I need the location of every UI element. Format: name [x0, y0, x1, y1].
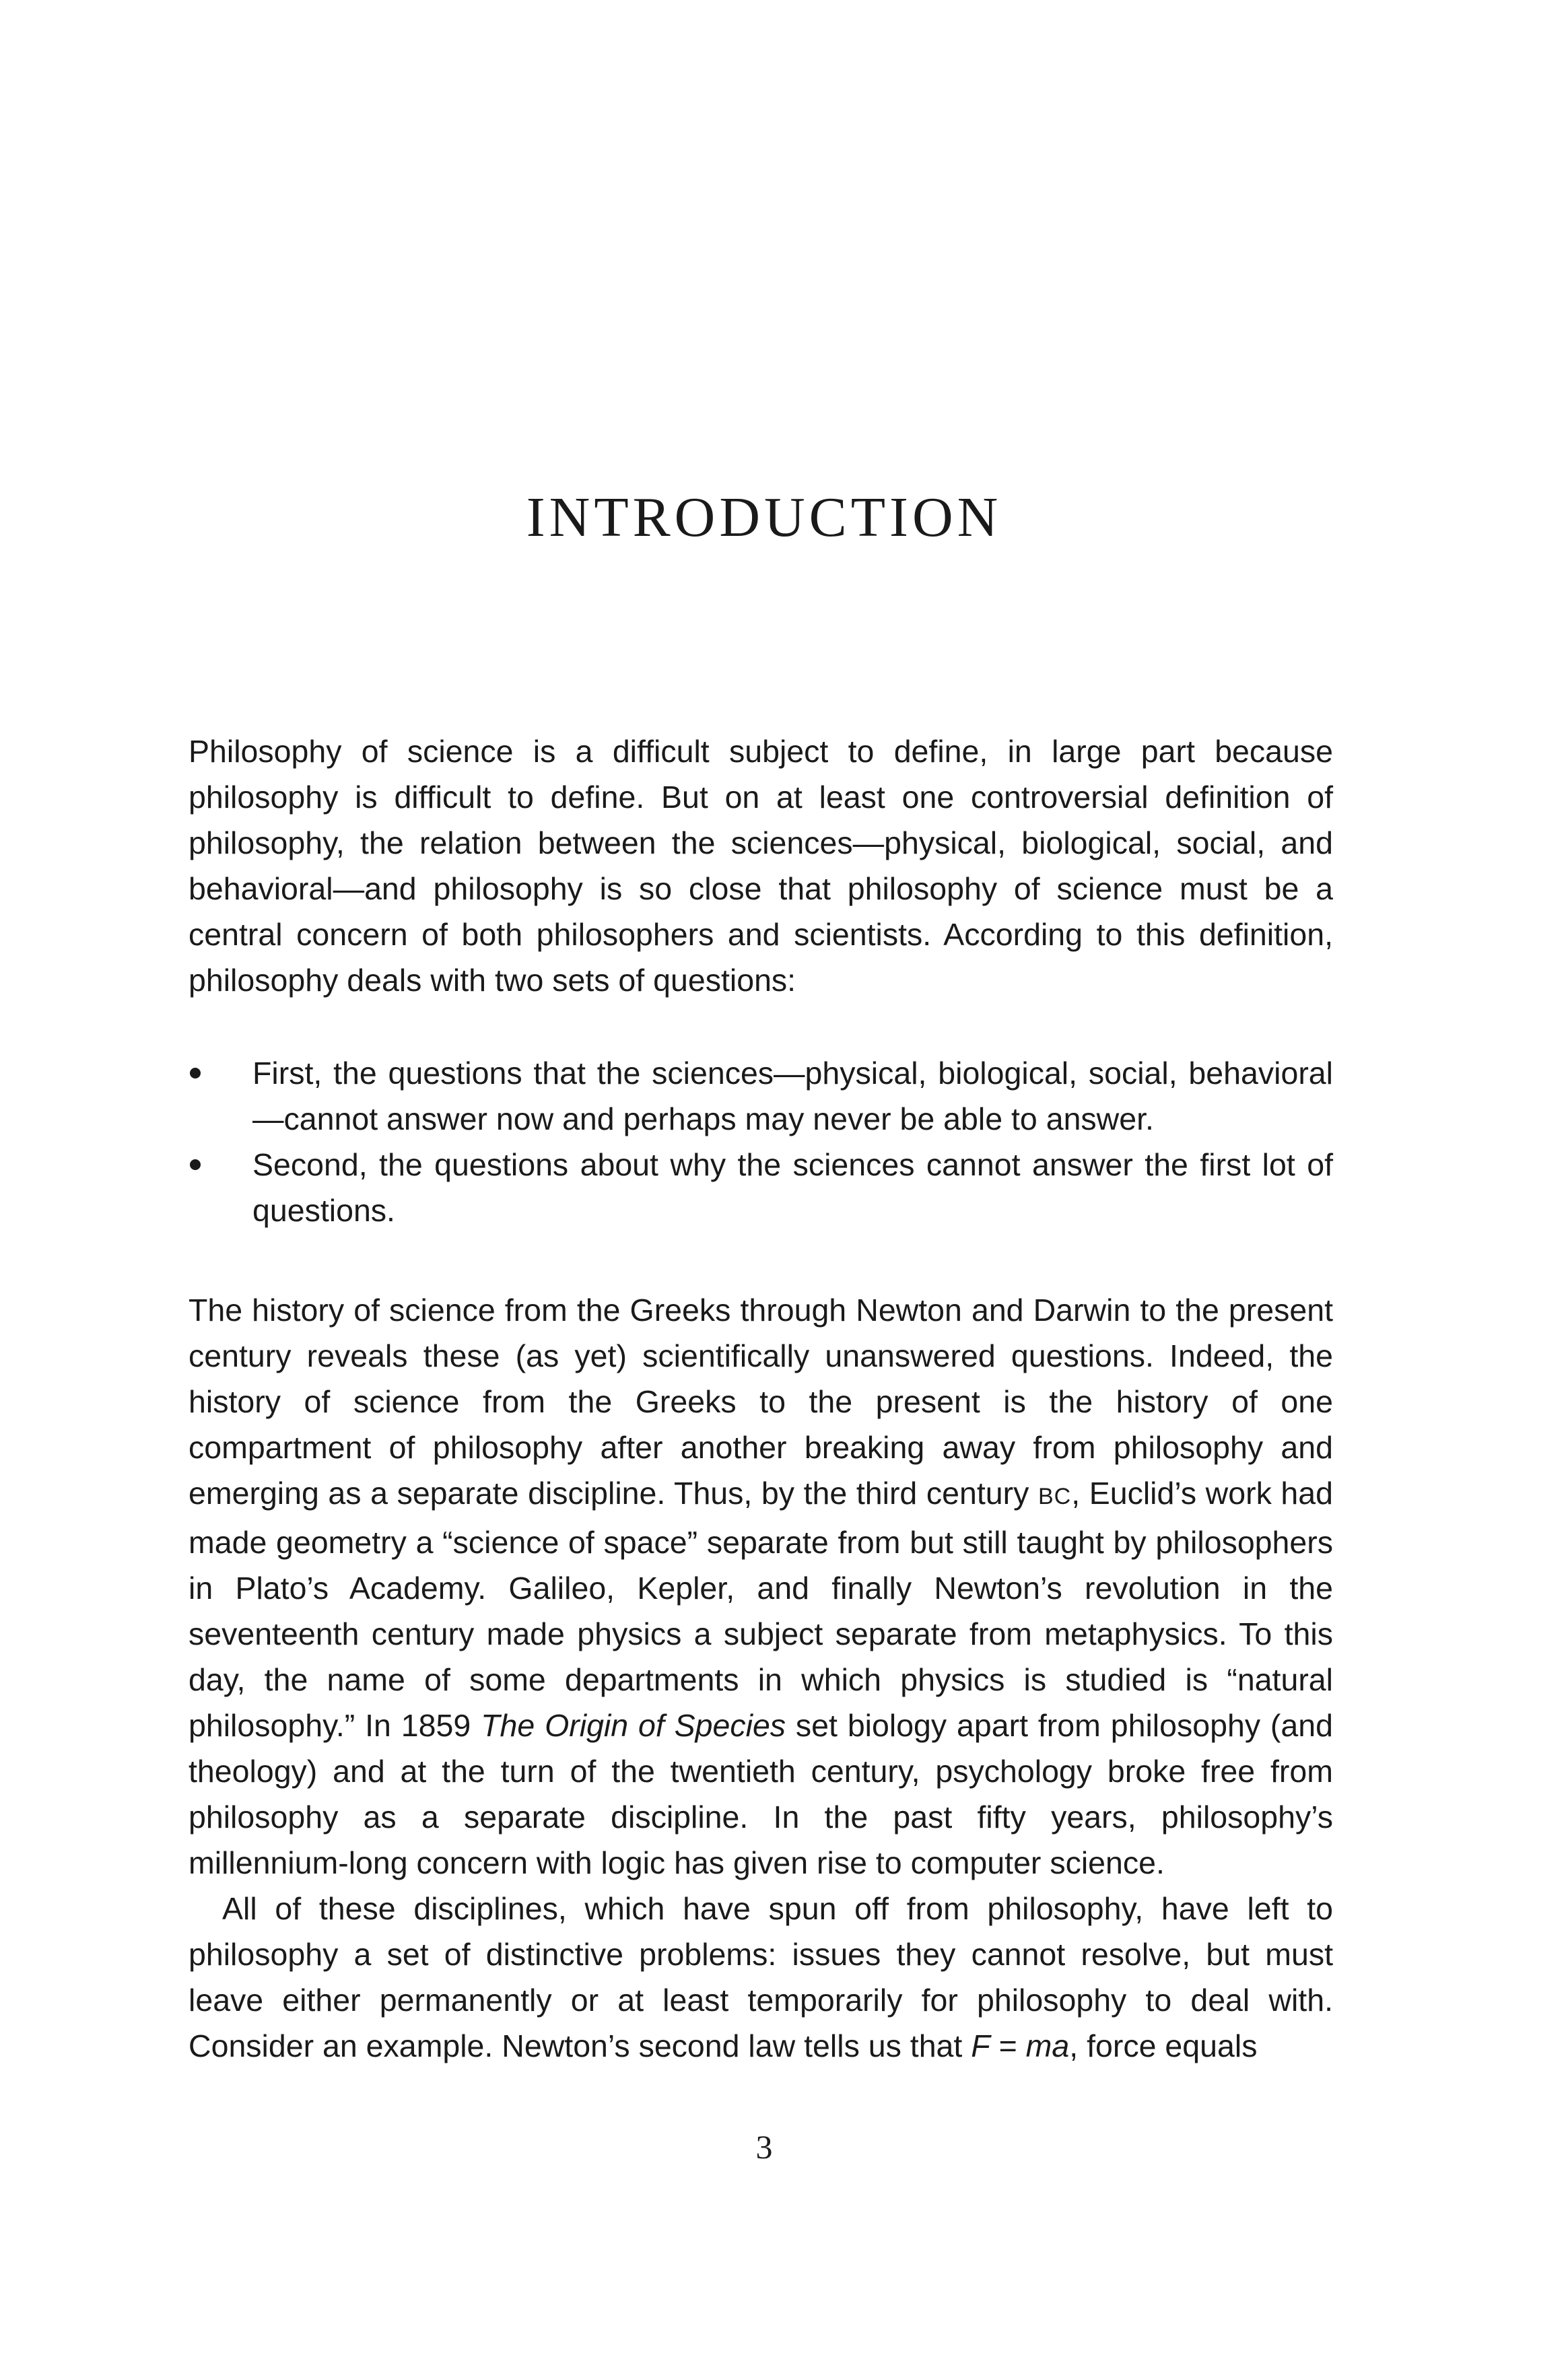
body-text-section-2 — [189, 1287, 1333, 2069]
chapter-title: INTRODUCTION — [526, 486, 1002, 549]
era-abbreviation: BC — [1037, 1484, 1072, 1509]
paragraph-2 — [189, 1287, 1333, 1886]
paragraph-2-text-c: set biology apart from philosophy (and theology) and at the turn of the twentieth century, psychology broke free from philosophy as a separate discipline. In the past fifty years, philosophy’s millennium-long concern with logic has given rise to computer science. — [189, 1708, 1333, 1880]
paragraph-1: Philosophy of science is a difficult subject to define, in large part because philosophy is difficult to define. But on at least one controversial definition of philosophy, the relation between the sciences—physical, biological, social, and behavioral—and philosophy is so close that philosophy of science must be a central concern of both philosophers and scientists. According to this definition, philosophy deals with two sets of questions: — [189, 734, 1333, 998]
bullet-icon — [190, 1068, 201, 1078]
question-list — [189, 1050, 1333, 1233]
formula-mass-acceleration: ma — [1025, 2028, 1070, 2063]
paragraph-2-text-b: , Euclid’s work had made geometry a “science of space” separate from but still taught by philosophers in Plato’s Academy. Galileo, Kepler, and finally Newton’s revolution in the seventeenth century made physics a subject separate from metaphysics. To this day, the name of some departments in which physics is studied is “natural philosophy.” In 1859 — [189, 1476, 1334, 1743]
paragraph-3-text-b: , force equals — [1069, 2028, 1258, 2063]
body-text-section-1 — [189, 728, 1333, 1003]
formula-equals: = — [990, 2028, 1026, 2063]
list-item — [189, 1142, 1333, 1233]
bullet-icon — [190, 1159, 201, 1170]
paragraph-3-text-a: All of these disciplines, which have spun off from philosophy, have left to philosophy a set of distinctive problems: issues they cannot resolve, but must leave either permanently or at least temporarily for philosophy to deal with. Consider an example. Newton’s second law tells us that — [189, 1891, 1333, 2063]
list-item-text: First, the questions that the sciences—physical, biological, social, behavioral—cannot answer now and perhaps may never be able to answer. — [252, 1056, 1333, 1136]
page-number: 3 — [755, 2128, 773, 2166]
list-item — [189, 1050, 1333, 1142]
paragraph-3 — [189, 1886, 1333, 2069]
paragraph-2-text-a: The history of science from the Greeks through Newton and Darwin to the present century reveals these (as yet) scientifically unanswered questions. Indeed, the history of science from the Greeks to the present is the history of one compartment of philosophy after another breaking away from philosophy and emerging as a separate discipline. Thus, by the third century — [189, 1293, 1333, 1511]
formula-force: F — [971, 2028, 990, 2063]
book-title: The Origin of Species — [481, 1708, 786, 1743]
list-item-text: Second, the questions about why the sciences cannot answer the first lot of questions. — [252, 1147, 1333, 1228]
